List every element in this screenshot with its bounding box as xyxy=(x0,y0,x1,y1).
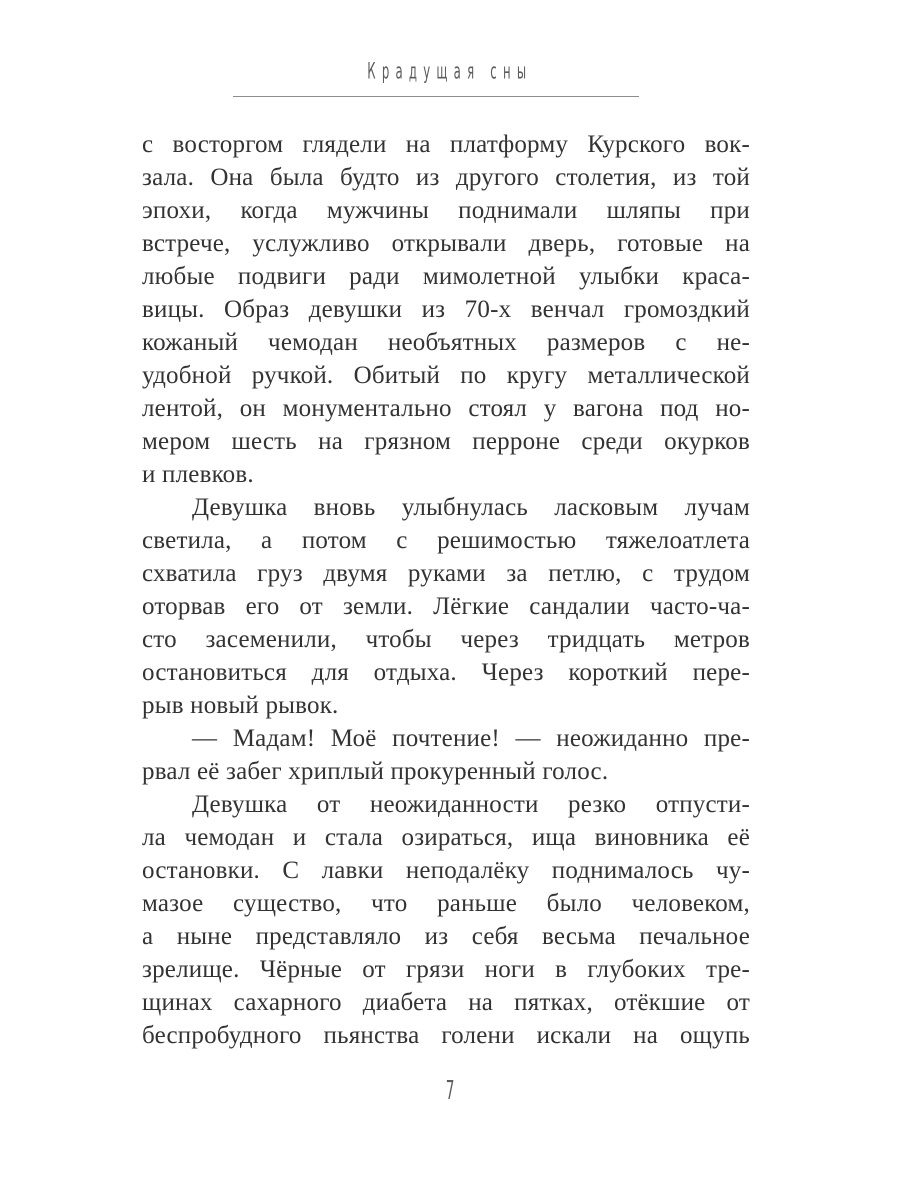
text-line: остановиться для отдыха. Через короткий пере- xyxy=(142,659,750,686)
text-line: светила, а потом с решимостью тяжелоатлета xyxy=(142,527,750,554)
text-line: ла чемодан и стала озираться, ища виновника её xyxy=(142,824,750,851)
text-line: зрелище. Чёрные от грязи ноги в глубоких тре- xyxy=(142,956,750,983)
text-line: Девушка вновь улыбнулась ласковым лучам xyxy=(192,494,750,521)
running-header xyxy=(0,57,900,85)
text-line: удобной ручкой. Обитый по кругу металлической xyxy=(142,362,750,389)
text-line: оторвав его от земли. Лёгкие сандалии часто-ча- xyxy=(142,593,750,620)
text-line: а ныне представляло из себя весьма печальное xyxy=(142,923,750,950)
text-line: вицы. Образ девушки из 70-х венчал громоздкий xyxy=(142,296,750,323)
text-block xyxy=(142,128,750,1052)
text-line: рыв новый рывок. xyxy=(142,692,339,719)
text-line: зала. Она была будто из другого столетия, из той xyxy=(142,164,750,191)
text-line: с восторгом глядели на платформу Курского вок- xyxy=(142,131,750,158)
running-header-title: Крадущая сны xyxy=(367,57,533,85)
page-number: 7 xyxy=(445,1076,455,1106)
text-line: и плевков. xyxy=(142,461,254,488)
text-line: сто засеменили, чтобы через тридцать метров xyxy=(142,626,750,653)
text-line: любые подвиги ради мимолетной улыбки краса- xyxy=(142,263,750,290)
text-line: мазое существо, что раньше было человеком, xyxy=(142,890,750,917)
text-line: остановки. С лавки неподалёку поднималось чу- xyxy=(142,857,750,884)
text-line: мером шесть на грязном перроне среди окурков xyxy=(142,428,750,455)
text-line: Девушка от неожиданности резко отпусти- xyxy=(192,791,750,818)
text-line: беспробудного пьянства голени искали на ощупь xyxy=(142,1022,750,1049)
folio-container xyxy=(0,1076,900,1106)
text-line: кожаный чемодан необъятных размеров с не- xyxy=(142,329,750,356)
text-line: встрече, услужливо открывали дверь, готовые на xyxy=(142,230,750,257)
text-line: рвал её забег хриплый прокуренный голос. xyxy=(142,758,609,785)
text-line: — Мадам! Моё почтение! — неожиданно пре- xyxy=(192,725,750,752)
text-line: щинах сахарного диабета на пятках, отёкшие от xyxy=(142,989,750,1016)
header-rule xyxy=(233,96,639,97)
text-line: лентой, он монументально стоял у вагона под но- xyxy=(142,395,750,422)
text-line: эпохи, когда мужчины поднимали шляпы при xyxy=(142,197,750,224)
text-line: схватила груз двумя руками за петлю, с трудом xyxy=(142,560,750,587)
